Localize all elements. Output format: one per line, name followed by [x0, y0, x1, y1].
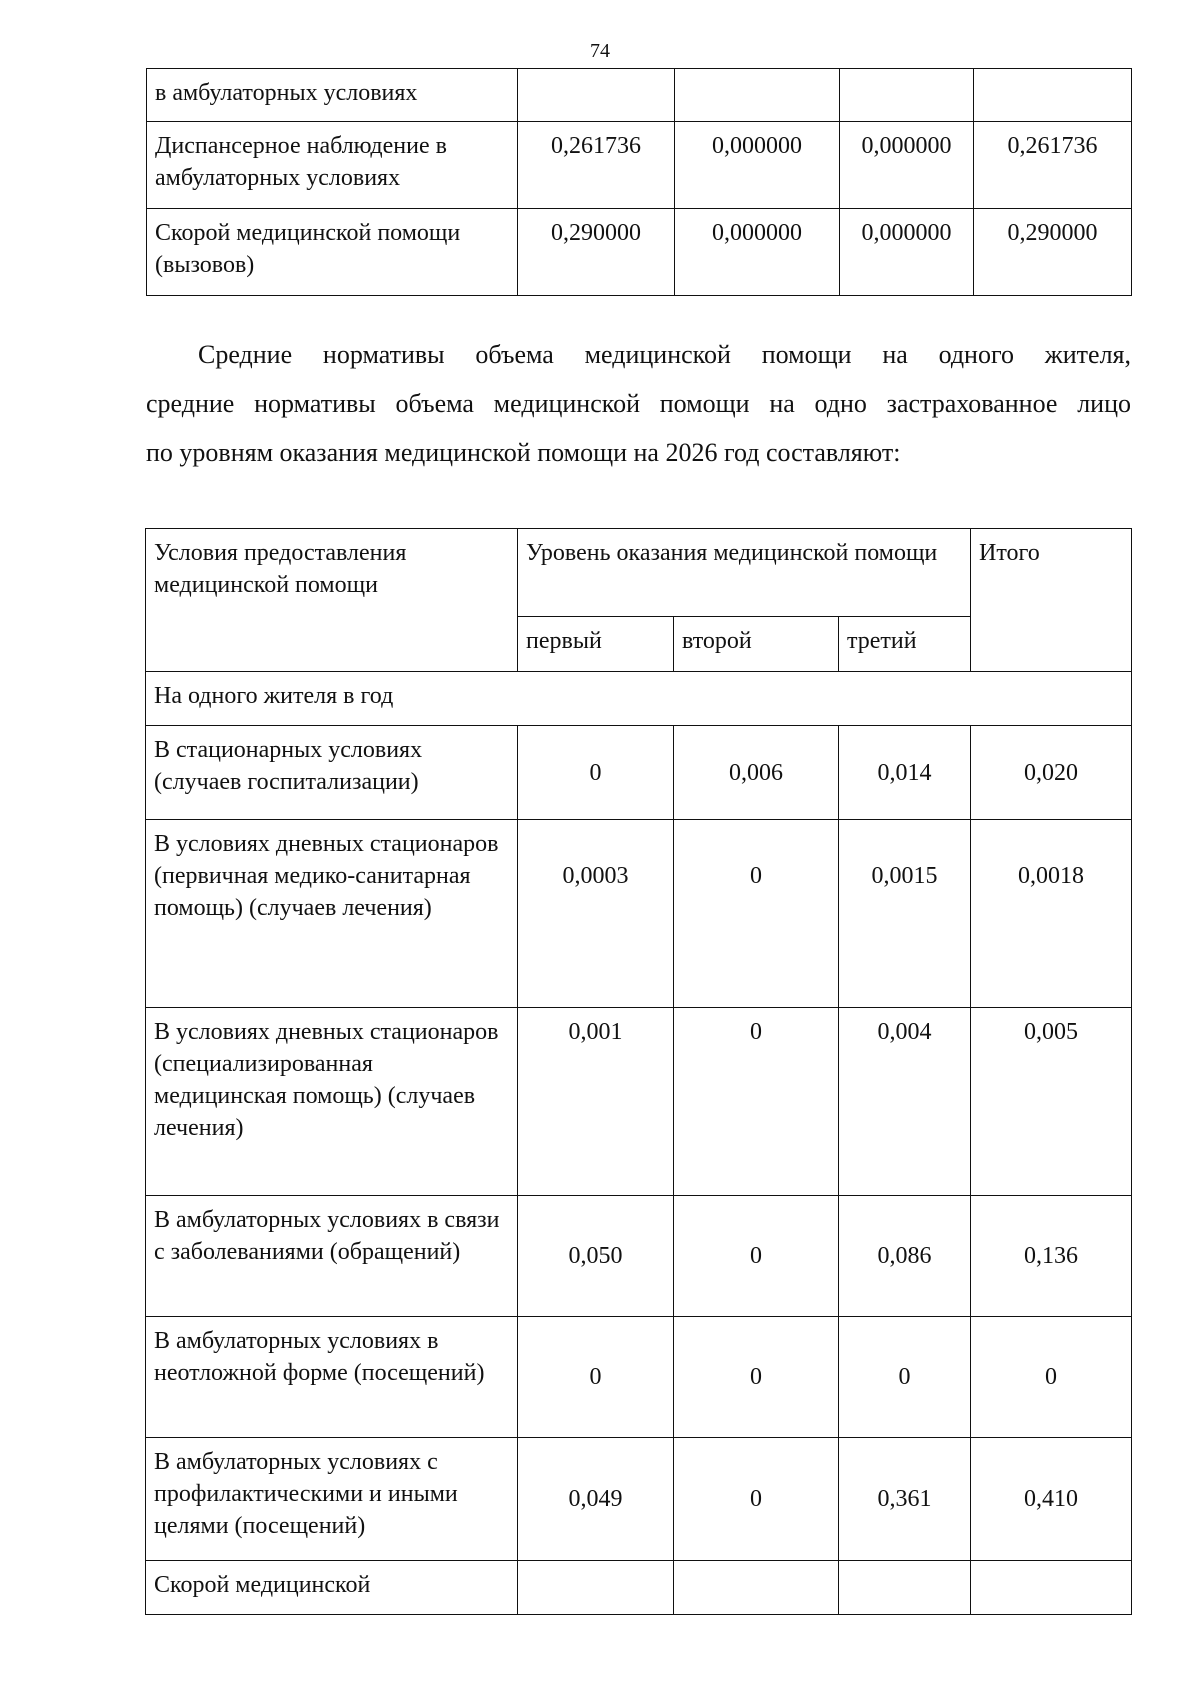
body-paragraph: [146, 330, 1131, 477]
table-row: [147, 209, 1132, 296]
row-label: В условиях дневных стационаров (первичная медико-санитарная помощь) (случаев лечения): [146, 820, 518, 1008]
value-cell: 0,014: [839, 726, 971, 820]
value-cell: 0: [674, 820, 839, 1008]
table-row: [146, 1196, 1132, 1317]
row-label: В амбулаторных условиях в неотложной форме (посещений): [146, 1317, 518, 1438]
value-cell: [518, 69, 675, 122]
value-cell: 0,0003: [518, 820, 674, 1008]
table-header-row: [146, 529, 1132, 617]
row-label: В стационарных условиях (случаев госпитализации): [146, 726, 518, 820]
value-cell: 0,261736: [974, 122, 1132, 209]
value-cell: 0: [674, 1317, 839, 1438]
header-level-second: второй: [674, 617, 839, 672]
value-cell: 0,000000: [840, 122, 974, 209]
paragraph-line: по уровням оказания медицинской помощи на 2026 год составляют:: [146, 438, 901, 467]
value-cell: [518, 1561, 674, 1615]
value-cell: 0,020: [971, 726, 1132, 820]
table-row: [146, 1317, 1132, 1438]
value-cell: [675, 69, 840, 122]
value-cell: 0,0018: [971, 820, 1132, 1008]
row-label: В амбулаторных условиях с профилактическими и иными целями (посещений): [146, 1438, 518, 1561]
value-cell: [840, 69, 974, 122]
table-row: [146, 1008, 1132, 1196]
row-label: в амбулаторных условиях: [147, 69, 518, 122]
table-row: [146, 1561, 1132, 1615]
value-cell: 0,000000: [840, 209, 974, 296]
value-cell: 0,000000: [675, 209, 840, 296]
row-label: Скорой медицинской помощи (вызовов): [147, 209, 518, 296]
value-cell: 0: [971, 1317, 1132, 1438]
row-label: В условиях дневных стационаров (специализированная медицинская помощь) (случаев лечения): [146, 1008, 518, 1196]
value-cell: 0: [674, 1008, 839, 1196]
paragraph-line: Средние нормативы объема медицинской помощи на одного жителя,: [198, 340, 1131, 369]
header-level: Уровень оказания медицинской помощи: [518, 529, 971, 617]
value-cell: 0,361: [839, 1438, 971, 1561]
table-row: [147, 122, 1132, 209]
value-cell: 0,261736: [518, 122, 675, 209]
row-label: Скорой медицинской: [146, 1561, 518, 1615]
value-cell: 0,004: [839, 1008, 971, 1196]
table-row: [146, 1438, 1132, 1561]
value-cell: 0,005: [971, 1008, 1132, 1196]
table-row: [146, 820, 1132, 1008]
value-cell: 0: [674, 1438, 839, 1561]
value-cell: 0,086: [839, 1196, 971, 1317]
value-cell: 0,410: [971, 1438, 1132, 1561]
main-table: [145, 528, 1132, 1615]
header-conditions: Условия предоставления медицинской помощи: [146, 529, 518, 672]
value-cell: [674, 1561, 839, 1615]
page-number: 74: [590, 40, 610, 62]
header-level-first: первый: [518, 617, 674, 672]
value-cell: [974, 69, 1132, 122]
value-cell: 0: [518, 1317, 674, 1438]
section-label: На одного жителя в год: [146, 672, 1132, 726]
value-cell: [971, 1561, 1132, 1615]
value-cell: 0: [839, 1317, 971, 1438]
value-cell: 0,000000: [675, 122, 840, 209]
value-cell: 0,290000: [518, 209, 675, 296]
value-cell: 0: [518, 726, 674, 820]
value-cell: 0,136: [971, 1196, 1132, 1317]
value-cell: 0,006: [674, 726, 839, 820]
row-label: В амбулаторных условиях в связи с заболеваниями (обращений): [146, 1196, 518, 1317]
value-cell: 0,049: [518, 1438, 674, 1561]
value-cell: 0,001: [518, 1008, 674, 1196]
value-cell: 0,050: [518, 1196, 674, 1317]
paragraph-line: средние нормативы объема медицинской помощи на одно застрахованное лицо: [146, 389, 1131, 418]
value-cell: 0,0015: [839, 820, 971, 1008]
value-cell: 0: [674, 1196, 839, 1317]
section-row: [146, 672, 1132, 726]
header-level-third: третий: [839, 617, 971, 672]
header-total: Итого: [971, 529, 1132, 672]
top-table-continuation: [146, 68, 1132, 296]
table-row: [147, 69, 1132, 122]
row-label: Диспансерное наблюдение в амбулаторных условиях: [147, 122, 518, 209]
value-cell: [839, 1561, 971, 1615]
table-row: [146, 726, 1132, 820]
value-cell: 0,290000: [974, 209, 1132, 296]
